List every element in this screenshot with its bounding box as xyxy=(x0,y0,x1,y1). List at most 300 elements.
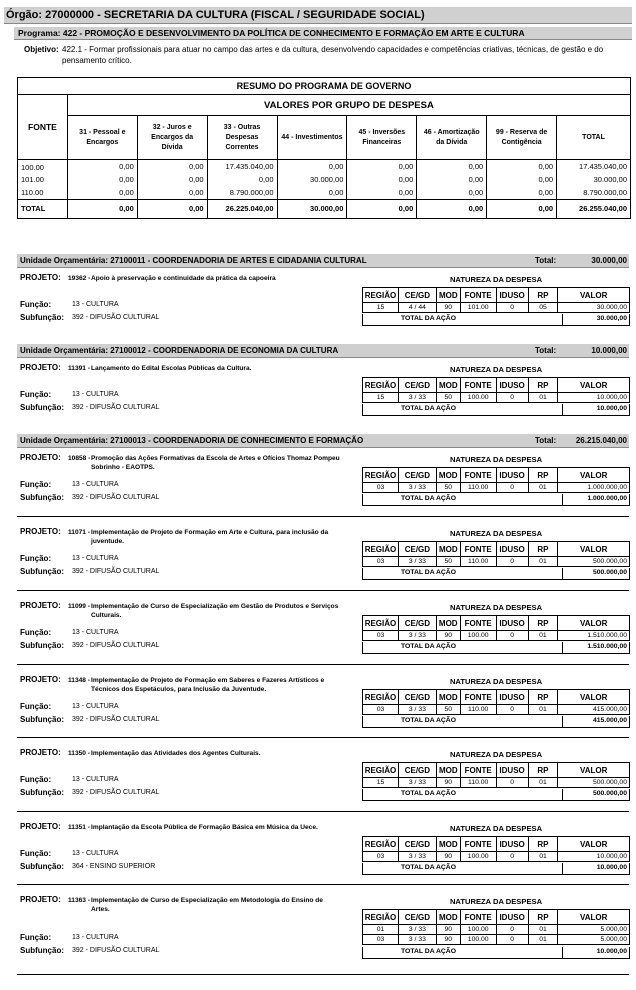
subfuncao-label: Subfunção: xyxy=(20,403,64,412)
summary-table xyxy=(17,77,631,219)
projeto-label: PROJETO: xyxy=(20,363,61,372)
summary-cell: 0,00 xyxy=(417,186,487,199)
natureza-col-header: RP xyxy=(528,910,558,925)
summary-total-cell: 0,00 xyxy=(347,199,417,218)
natureza-cell: 3 / 33 xyxy=(398,935,436,945)
project-number: 19362 - xyxy=(68,275,91,282)
natureza-col-header: VALOR xyxy=(558,763,630,778)
natureza-cell: 03 xyxy=(363,705,399,715)
natureza-cell: 01 xyxy=(528,925,558,935)
subfuncao-value: 392 - DIFUSÃO CULTURAL xyxy=(72,494,160,501)
natureza-col-header: FONTE xyxy=(460,763,496,778)
funcao-value: 13 - CULTURA xyxy=(72,391,119,398)
natureza-cell: 01 xyxy=(528,778,558,788)
funcao-value: 13 - CULTURA xyxy=(72,850,119,857)
natureza-row xyxy=(363,631,630,641)
project-block xyxy=(17,363,629,427)
projeto-label: PROJETO: xyxy=(20,895,61,904)
total-acao-label: TOTAL DA AÇÃO xyxy=(401,717,457,724)
total-acao xyxy=(362,494,630,506)
natureza-cell: 03 xyxy=(363,557,399,567)
natureza-col-header: VALOR xyxy=(558,468,630,483)
subfuncao-value: 392 - DIFUSÃO CULTURAL xyxy=(72,716,160,723)
summary-title: RESUMO DO PROGRAMA DE GOVERNO xyxy=(18,78,631,95)
summary-cell: 0,00 xyxy=(347,173,417,186)
natureza-cell: 100.00 xyxy=(460,393,496,403)
natureza-col-header: FONTE xyxy=(460,837,496,852)
total-acao-value: 415.000,00 xyxy=(592,717,627,724)
natureza-cell: 3 / 33 xyxy=(398,557,436,567)
natureza-col-header: VALOR xyxy=(558,616,630,631)
natureza-title: NATUREZA DA DESPESA xyxy=(449,824,543,833)
total-acao-label: TOTAL DA AÇÃO xyxy=(401,790,457,797)
funcao-label: Função: xyxy=(20,933,52,942)
natureza-cell: 01 xyxy=(528,935,558,945)
project-description: Implementação de Curso de Especialização em Metodologia do Ensino de Artes. xyxy=(91,897,323,913)
subfuncao-label: Subfunção: xyxy=(20,641,64,650)
projeto-label: PROJETO: xyxy=(20,675,61,684)
unit-total-label: Total: xyxy=(535,256,557,265)
natureza-cell: 1.000.000,00 xyxy=(558,483,630,493)
total-acao-value: 500.000,00 xyxy=(592,790,627,797)
summary-cell: 0,00 xyxy=(67,160,137,174)
natureza-cell: 3 / 33 xyxy=(398,852,436,862)
subfuncao-label: Subfunção: xyxy=(20,715,64,724)
natureza-cell: 110.00 xyxy=(460,557,496,567)
natureza-cell: 0 xyxy=(496,631,528,641)
natureza-col-header: VALOR xyxy=(558,378,630,393)
natureza-row xyxy=(363,778,630,788)
project-block xyxy=(17,675,629,742)
natureza-cell: 90 xyxy=(436,303,460,313)
natureza-col-header: MOD xyxy=(436,378,460,393)
summary-total-label: TOTAL xyxy=(18,199,68,218)
project-description: Implantação da Escola Pública de Formação Básica em Música da Uece. xyxy=(91,824,318,831)
total-acao-value: 10.000,00 xyxy=(596,948,627,955)
total-acao-value: 30.000,00 xyxy=(596,315,627,322)
funcao-label: Função: xyxy=(20,480,52,489)
summary-cell: 0,00 xyxy=(417,160,487,174)
natureza-cell: 90 xyxy=(436,631,460,641)
natureza-col-header: CE/GD xyxy=(398,378,436,393)
natureza-col-header: IDUSO xyxy=(496,542,528,557)
summary-cell: 0,00 xyxy=(207,173,277,186)
summary-total-cell: 26.255.040,00 xyxy=(557,199,631,218)
natureza-table xyxy=(362,541,630,567)
summary-fonte: 101.00 xyxy=(18,173,68,186)
natureza-cell: 90 xyxy=(436,778,460,788)
project-number: 11363 - xyxy=(68,897,90,904)
natureza-cell: 100.00 xyxy=(460,852,496,862)
natureza-title: NATUREZA DA DESPESA xyxy=(449,677,543,686)
summary-col-header: 99 - Reserva de Contigência xyxy=(487,116,557,160)
natureza-cell: 100.00 xyxy=(460,925,496,935)
project-block xyxy=(17,273,629,337)
subfuncao-label: Subfunção: xyxy=(20,788,64,797)
subfuncao-value: 392 - DIFUSÃO CULTURAL xyxy=(72,404,160,411)
summary-cell: 0,00 xyxy=(487,173,557,186)
subfuncao-value: 392 - DIFUSÃO CULTURAL xyxy=(72,642,160,649)
natureza-col-header: CE/GD xyxy=(398,468,436,483)
natureza-col-header: REGIÃO xyxy=(363,910,399,925)
total-acao xyxy=(362,314,630,326)
natureza-col-header: VALOR xyxy=(558,910,630,925)
natureza-col-header: REGIÃO xyxy=(363,616,399,631)
natureza-cell: 30.000,00 xyxy=(558,303,630,313)
natureza-cell: 3 / 33 xyxy=(398,631,436,641)
summary-subtitle: VALORES POR GRUPO DE DESPESA xyxy=(67,95,630,116)
summary-cell: 0,00 xyxy=(277,160,347,174)
natureza-cell: 110.00 xyxy=(460,778,496,788)
summary-total-cell: 0,00 xyxy=(487,199,557,218)
natureza-col-header: FONTE xyxy=(460,910,496,925)
summary-col-header: 31 - Pessoal e Encargos xyxy=(67,116,137,160)
unit-total-value: 26.215.040,00 xyxy=(575,436,627,445)
summary-cell: 8.790.000,00 xyxy=(207,186,277,199)
natureza-col-header: REGIÃO xyxy=(363,542,399,557)
natureza-row xyxy=(363,935,630,945)
total-acao-value: 10.000,00 xyxy=(596,864,627,871)
project-number: 11348 - xyxy=(68,677,90,684)
natureza-title: NATUREZA DA DESPESA xyxy=(449,750,543,759)
natureza-row xyxy=(363,705,630,715)
natureza-cell: 3 / 33 xyxy=(398,483,436,493)
summary-col-header: 44 - Investimentos xyxy=(277,116,347,160)
section-divider xyxy=(17,884,629,885)
unit-header xyxy=(17,344,629,358)
project-number: 11071 - xyxy=(68,529,90,536)
natureza-cell: 500.000,00 xyxy=(558,778,630,788)
natureza-col-header: IDUSO xyxy=(496,616,528,631)
total-acao xyxy=(362,863,630,875)
funcao-value: 13 - CULTURA xyxy=(72,555,119,562)
natureza-col-header: FONTE xyxy=(460,288,496,303)
natureza-table xyxy=(362,467,630,493)
natureza-col-header: MOD xyxy=(436,763,460,778)
natureza-col-header: VALOR xyxy=(558,542,630,557)
summary-fonte: 110.00 xyxy=(18,186,68,199)
natureza-cell: 90 xyxy=(436,852,460,862)
natureza-col-header: REGIÃO xyxy=(363,690,399,705)
natureza-cell: 01 xyxy=(528,393,558,403)
natureza-row xyxy=(363,393,630,403)
natureza-col-header: IDUSO xyxy=(496,690,528,705)
natureza-col-header: CE/GD xyxy=(398,910,436,925)
natureza-cell: 500.000,00 xyxy=(558,557,630,567)
natureza-cell: 0 xyxy=(496,935,528,945)
natureza-cell: 50 xyxy=(436,705,460,715)
natureza-col-header: IDUSO xyxy=(496,837,528,852)
natureza-cell: 90 xyxy=(436,925,460,935)
natureza-cell: 50 xyxy=(436,483,460,493)
section-divider xyxy=(17,811,629,812)
unit-total-label: Total: xyxy=(535,346,557,355)
natureza-col-header: MOD xyxy=(436,837,460,852)
project-description: Implementação das Atividades dos Agentes Culturais. xyxy=(91,750,261,757)
natureza-cell: 01 xyxy=(528,705,558,715)
funcao-value: 13 - CULTURA xyxy=(72,934,119,941)
summary-cell: 0,00 xyxy=(67,173,137,186)
summary-col-header: 45 - Inversões Financeiras xyxy=(347,116,417,160)
project-description: Implementação de Projeto de Formação em Saberes e Fazeres Artísticos e Técnicos dos Espetáculos, para Inclusão da Juventude. xyxy=(91,677,325,693)
summary-fonte: 100.00 xyxy=(18,160,68,174)
total-acao-value: 500.000,00 xyxy=(592,569,627,576)
project-block xyxy=(17,601,629,669)
natureza-cell: 03 xyxy=(363,852,399,862)
natureza-cell: 100.00 xyxy=(460,631,496,641)
total-acao-label: TOTAL DA AÇÃO xyxy=(401,569,457,576)
natureza-col-header: VALOR xyxy=(558,690,630,705)
natureza-cell: 01 xyxy=(528,631,558,641)
natureza-cell: 03 xyxy=(363,483,399,493)
natureza-cell: 1.510.000,00 xyxy=(558,631,630,641)
total-acao-separator xyxy=(562,314,563,326)
funcao-label: Função: xyxy=(20,849,52,858)
summary-cell: 8.790.000,00 xyxy=(557,186,631,199)
subfuncao-label: Subfunção: xyxy=(20,567,64,576)
project-description: Promoção das Ações Formativas da Escola de Artes e Ofícios Thomaz Pompeu Sobrinho - EAOTPS. xyxy=(91,455,340,471)
natureza-title: NATUREZA DA DESPESA xyxy=(449,603,543,612)
natureza-col-header: CE/GD xyxy=(398,288,436,303)
natureza-cell: 3 / 33 xyxy=(398,778,436,788)
section-divider xyxy=(17,590,629,591)
natureza-col-header: MOD xyxy=(436,288,460,303)
natureza-col-header: RP xyxy=(528,837,558,852)
natureza-table xyxy=(362,615,630,641)
natureza-col-header: RP xyxy=(528,690,558,705)
natureza-col-header: CE/GD xyxy=(398,542,436,557)
natureza-row xyxy=(363,483,630,493)
natureza-cell: 0 xyxy=(496,557,528,567)
projeto-label: PROJETO: xyxy=(20,527,61,536)
natureza-title: NATUREZA DA DESPESA xyxy=(449,529,543,538)
project-block xyxy=(17,895,629,977)
natureza-cell: 415.000,00 xyxy=(558,705,630,715)
total-acao xyxy=(362,568,630,580)
natureza-title: NATUREZA DA DESPESA xyxy=(449,455,543,464)
natureza-cell: 05 xyxy=(528,303,558,313)
natureza-cell: 4 / 44 xyxy=(398,303,436,313)
summary-col-header: 32 - Juros e Encargos da Dívida xyxy=(137,116,207,160)
total-acao-value: 10.000,00 xyxy=(596,405,627,412)
natureza-col-header: FONTE xyxy=(460,690,496,705)
natureza-col-header: MOD xyxy=(436,468,460,483)
unit-header xyxy=(17,434,629,448)
natureza-cell: 03 xyxy=(363,631,399,641)
natureza-col-header: CE/GD xyxy=(398,763,436,778)
summary-total-cell: 0,00 xyxy=(137,199,207,218)
natureza-col-header: FONTE xyxy=(460,468,496,483)
natureza-cell: 110.00 xyxy=(460,705,496,715)
summary-row xyxy=(18,160,631,174)
natureza-cell: 10.000,00 xyxy=(558,393,630,403)
summary-cell: 0,00 xyxy=(487,186,557,199)
objetivo-text: 422.1 - Formar profissionais para atuar no campo das artes e da cultura, desenvolvendo capacidades e competências criativas, técnicas, de gestão e do pensamento crítico. xyxy=(62,45,604,65)
summary-cell: 17.435.040,00 xyxy=(557,160,631,174)
summary-col-header: 33 - Outras Despesas Correntes xyxy=(207,116,277,160)
natureza-cell: 0 xyxy=(496,483,528,493)
funcao-label: Função: xyxy=(20,702,52,711)
funcao-label: Função: xyxy=(20,390,52,399)
total-acao-separator xyxy=(562,716,563,728)
projeto-label: PROJETO: xyxy=(20,748,61,757)
total-acao-separator xyxy=(562,568,563,580)
natureza-col-header: CE/GD xyxy=(398,690,436,705)
funcao-label: Função: xyxy=(20,554,52,563)
natureza-row xyxy=(363,557,630,567)
total-acao xyxy=(362,642,630,654)
funcao-value: 13 - CULTURA xyxy=(72,776,119,783)
section-divider xyxy=(17,737,629,738)
subfuncao-label: Subfunção: xyxy=(20,313,64,322)
natureza-table xyxy=(362,762,630,788)
natureza-col-header: RP xyxy=(528,542,558,557)
total-acao-label: TOTAL DA AÇÃO xyxy=(401,315,457,322)
natureza-cell: 15 xyxy=(363,303,399,313)
natureza-col-header: IDUSO xyxy=(496,288,528,303)
subfuncao-label: Subfunção: xyxy=(20,946,64,955)
project-description: Implementação de Curso de Especialização em Gestão de Produtos e Serviços Culturais. xyxy=(91,603,339,619)
project-number: 11099 - xyxy=(68,603,90,610)
natureza-col-header: REGIÃO xyxy=(363,837,399,852)
natureza-cell: 50 xyxy=(436,393,460,403)
summary-cell: 0,00 xyxy=(347,160,417,174)
natureza-row xyxy=(363,852,630,862)
summary-cell: 0,00 xyxy=(137,173,207,186)
natureza-table xyxy=(362,377,630,403)
project-block xyxy=(17,453,629,521)
subfuncao-label: Subfunção: xyxy=(20,862,64,871)
total-acao-label: TOTAL DA AÇÃO xyxy=(401,495,457,502)
total-acao xyxy=(362,716,630,728)
summary-cell: 0,00 xyxy=(137,160,207,174)
funcao-value: 13 - CULTURA xyxy=(72,481,119,488)
unit-total-value: 10.000,00 xyxy=(591,346,627,355)
natureza-cell: 15 xyxy=(363,393,399,403)
natureza-col-header: REGIÃO xyxy=(363,378,399,393)
natureza-cell: 0 xyxy=(496,852,528,862)
natureza-col-header: CE/GD xyxy=(398,837,436,852)
funcao-value: 13 - CULTURA xyxy=(72,703,119,710)
unit-total-label: Total: xyxy=(535,436,557,445)
natureza-col-header: VALOR xyxy=(558,837,630,852)
natureza-cell: 90 xyxy=(436,935,460,945)
section-divider xyxy=(17,664,629,665)
total-acao-separator xyxy=(562,642,563,654)
summary-row xyxy=(18,186,631,199)
subfuncao-value: 392 - DIFUSÃO CULTURAL xyxy=(72,314,160,321)
natureza-cell: 15 xyxy=(363,778,399,788)
funcao-label: Função: xyxy=(20,775,52,784)
project-number: 11351 - xyxy=(68,824,90,831)
unit-total-value: 30.000,00 xyxy=(591,256,627,265)
natureza-table xyxy=(362,909,630,945)
summary-cell: 0,00 xyxy=(277,186,347,199)
total-acao-label: TOTAL DA AÇÃO xyxy=(401,864,457,871)
natureza-cell: 01 xyxy=(528,557,558,567)
funcao-value: 13 - CULTURA xyxy=(72,629,119,636)
natureza-col-header: IDUSO xyxy=(496,763,528,778)
natureza-col-header: FONTE xyxy=(460,378,496,393)
natureza-col-header: RP xyxy=(528,378,558,393)
natureza-cell: 3 / 33 xyxy=(398,393,436,403)
total-acao-separator xyxy=(562,404,563,416)
project-description: Lançamento do Edital Escolas Públicas da Cultura. xyxy=(91,365,252,372)
natureza-cell: 0 xyxy=(496,303,528,313)
project-description: Implementação de Projeto de Formação em Arte e Cultura, para inclusão da juventude. xyxy=(91,529,329,545)
natureza-cell: 01 xyxy=(528,483,558,493)
natureza-col-header: FONTE xyxy=(460,616,496,631)
unit-name: Unidade Orçamentária: 27100013 - COORDENADORIA DE CONHECIMENTO E FORMAÇÃO xyxy=(20,436,364,445)
total-acao-separator xyxy=(562,789,563,801)
summary-cell: 17.435.040,00 xyxy=(207,160,277,174)
unit-header xyxy=(17,254,629,268)
summary-total-cell: 26.225.040,00 xyxy=(207,199,277,218)
natureza-col-header: IDUSO xyxy=(496,468,528,483)
projeto-label: PROJETO: xyxy=(20,601,61,610)
summary-total-cell: 0,00 xyxy=(67,199,137,218)
natureza-col-header: RP xyxy=(528,288,558,303)
total-acao-separator xyxy=(562,863,563,875)
natureza-title: NATUREZA DA DESPESA xyxy=(449,275,543,284)
natureza-cell: 50 xyxy=(436,557,460,567)
natureza-col-header: RP xyxy=(528,468,558,483)
projeto-label: PROJETO: xyxy=(20,822,61,831)
summary-cell: 0,00 xyxy=(137,186,207,199)
natureza-table xyxy=(362,689,630,715)
summary-cell: 0,00 xyxy=(417,173,487,186)
natureza-cell: 0 xyxy=(496,705,528,715)
natureza-col-header: RP xyxy=(528,763,558,778)
natureza-cell: 10.000,00 xyxy=(558,852,630,862)
natureza-cell: 03 xyxy=(363,935,399,945)
objetivo-label: Objetivo: xyxy=(24,45,59,54)
unit-name: Unidade Orçamentária: 27100012 - COORDENADORIA DE ECONOMIA DA CULTURA xyxy=(20,346,339,355)
total-acao-separator xyxy=(562,947,563,959)
summary-cell: 30.000,00 xyxy=(557,173,631,186)
projeto-label: PROJETO: xyxy=(20,453,61,462)
natureza-col-header: MOD xyxy=(436,690,460,705)
subfuncao-value: 392 - DIFUSÃO CULTURAL xyxy=(72,947,160,954)
project-number: 10858 - xyxy=(68,455,91,462)
natureza-col-header: IDUSO xyxy=(496,910,528,925)
project-block xyxy=(17,527,629,595)
subfuncao-label: Subfunção: xyxy=(20,493,64,502)
total-acao-label: TOTAL DA AÇÃO xyxy=(401,948,457,955)
subfuncao-value: 392 - DIFUSÃO CULTURAL xyxy=(72,568,160,575)
natureza-row xyxy=(363,925,630,935)
natureza-cell: 0 xyxy=(496,778,528,788)
natureza-col-header: REGIÃO xyxy=(363,763,399,778)
total-acao xyxy=(362,947,630,959)
natureza-table xyxy=(362,836,630,862)
natureza-cell: 5.000,00 xyxy=(558,925,630,935)
natureza-cell: 3 / 33 xyxy=(398,705,436,715)
natureza-col-header: VALOR xyxy=(558,288,630,303)
summary-cell: 0,00 xyxy=(67,186,137,199)
summary-col-header: 46 - Amortização da Dívida xyxy=(417,116,487,160)
natureza-col-header: REGIÃO xyxy=(363,468,399,483)
summary-col-header: TOTAL xyxy=(557,116,631,160)
total-acao xyxy=(362,789,630,801)
natureza-cell: 01 xyxy=(363,925,399,935)
total-acao-value: 1.510.000,00 xyxy=(587,643,627,650)
natureza-cell: 3 / 33 xyxy=(398,925,436,935)
natureza-col-header: MOD xyxy=(436,616,460,631)
summary-cell: 0,00 xyxy=(487,160,557,174)
summary-total-row xyxy=(18,199,631,218)
orgao-header: Órgão: 27000000 - SECRETARIA DA CULTURA (FISCAL / SEGURIDADE SOCIAL) xyxy=(4,7,632,24)
